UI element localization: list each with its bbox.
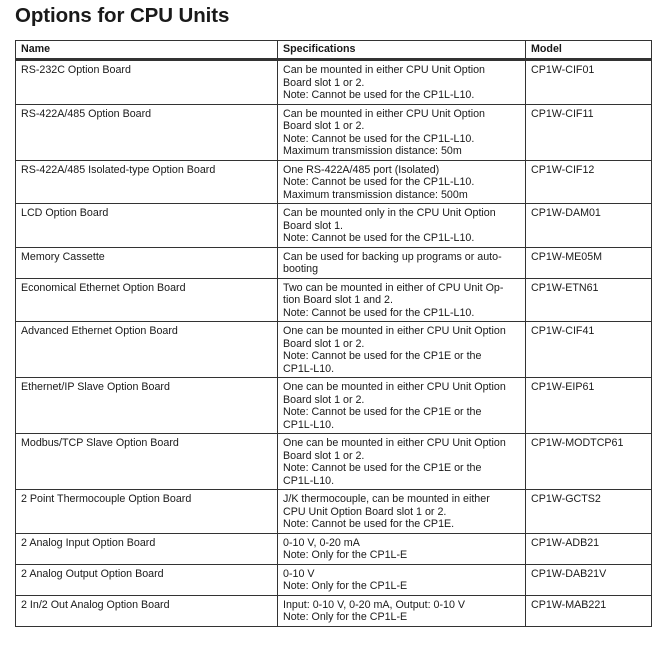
spec-line: Note: Only for the CP1L-E — [283, 580, 408, 592]
spec-line: One can be mounted in either CPU Unit Option — [283, 381, 506, 393]
option-model: CP1W-CIF41 — [526, 322, 652, 378]
table-row — [16, 490, 652, 534]
spec-line: Can be mounted only in the CPU Unit Option — [283, 207, 496, 219]
table-body — [16, 60, 652, 627]
option-name: Modbus/TCP Slave Option Board — [16, 434, 278, 490]
option-model: CP1W-ADB21 — [526, 533, 652, 564]
spec-line: Note: Cannot be used for the CP1L-L10. — [283, 176, 475, 188]
spec-line: CP1L-L10. — [283, 474, 335, 487]
table-header-row — [16, 41, 652, 60]
spec-line: One can be mounted in either CPU Unit Option — [283, 437, 506, 449]
option-specifications — [278, 378, 526, 434]
option-specifications — [278, 278, 526, 322]
spec-line: Two can be mounted in either of CPU Unit Op- — [283, 281, 504, 294]
option-model: CP1W-ETN61 — [526, 278, 652, 322]
option-specifications — [278, 564, 526, 595]
option-name: RS-232C Option Board — [16, 60, 278, 105]
column-header-model: Model — [526, 41, 652, 60]
spec-line: Note: Cannot be used for the CP1E or the — [283, 462, 482, 474]
option-specifications — [278, 247, 526, 278]
option-specifications — [278, 160, 526, 204]
option-model: CP1W-GCTS2 — [526, 490, 652, 534]
spec-line: Can be used for backing up programs or auto- — [283, 250, 502, 263]
option-specifications — [278, 595, 526, 626]
table-row — [16, 322, 652, 378]
option-model: CP1W-CIF01 — [526, 60, 652, 105]
table-row — [16, 434, 652, 490]
table-row — [16, 595, 652, 626]
option-name: RS-422A/485 Option Board — [16, 104, 278, 160]
option-specifications — [278, 104, 526, 160]
column-header-name: Name — [16, 41, 278, 60]
spec-line: Note: Cannot be used for the CP1L-L10. — [283, 89, 475, 101]
option-name: 2 Analog Output Option Board — [16, 564, 278, 595]
option-model: CP1W-CIF11 — [526, 104, 652, 160]
spec-line: tion Board slot 1 and 2. — [283, 294, 393, 306]
option-model: CP1W-MAB221 — [526, 595, 652, 626]
table-row — [16, 533, 652, 564]
spec-line: CPU Unit Option Board slot 1 or 2. — [283, 505, 447, 518]
spec-line: Board slot 1 or 2. — [283, 337, 365, 350]
option-model: CP1W-DAM01 — [526, 204, 652, 248]
spec-line: Note: Cannot be used for the CP1E. — [283, 518, 455, 530]
page-title: Options for CPU Units — [15, 4, 230, 27]
table-row — [16, 564, 652, 595]
spec-line: Board slot 1 or 2. — [283, 76, 365, 89]
option-name: Memory Cassette — [16, 247, 278, 278]
spec-line: Can be mounted in either CPU Unit Option — [283, 64, 485, 76]
spec-line: CP1L-L10. — [283, 418, 335, 431]
option-name: LCD Option Board — [16, 204, 278, 248]
option-specifications — [278, 322, 526, 378]
option-name: 2 In/2 Out Analog Option Board — [16, 595, 278, 626]
spec-line: Board slot 1 or 2. — [283, 393, 365, 406]
table-row — [16, 204, 652, 248]
option-model: CP1W-MODTCP61 — [526, 434, 652, 490]
spec-line: Note: Only for the CP1L-E — [283, 611, 408, 623]
option-name: Ethernet/IP Slave Option Board — [16, 378, 278, 434]
table-row — [16, 104, 652, 160]
spec-line: Note: Cannot be used for the CP1L-L10. — [283, 132, 475, 145]
spec-line: Note: Cannot be used for the CP1L-L10. — [283, 232, 475, 244]
option-name: 2 Analog Input Option Board — [16, 533, 278, 564]
table-row — [16, 60, 652, 105]
table-row — [16, 247, 652, 278]
spec-line: One RS-422A/485 port (Isolated) — [283, 163, 440, 176]
option-name: Economical Ethernet Option Board — [16, 278, 278, 322]
spec-line: Note: Cannot be used for the CP1E or the — [283, 350, 482, 362]
spec-line: Maximum transmission distance: 50m — [283, 145, 462, 157]
option-model: CP1W-ME05M — [526, 247, 652, 278]
option-specifications — [278, 490, 526, 534]
table-row — [16, 160, 652, 204]
spec-line: J/K thermocouple, can be mounted in either — [283, 493, 490, 505]
option-name: 2 Point Thermocouple Option Board — [16, 490, 278, 534]
spec-line: Maximum transmission distance: 500m — [283, 188, 468, 201]
spec-line: Input: 0-10 V, 0-20 mA, Output: 0-10 V — [283, 598, 465, 611]
spec-line: Can be mounted in either CPU Unit Option — [283, 107, 485, 120]
option-model: CP1W-EIP61 — [526, 378, 652, 434]
option-name: Advanced Ethernet Option Board — [16, 322, 278, 378]
table-row — [16, 278, 652, 322]
column-header-specifications: Specifications — [278, 41, 526, 60]
table-row — [16, 378, 652, 434]
spec-line: 0-10 V, 0-20 mA — [283, 536, 360, 549]
option-model: CP1W-DAB21V — [526, 564, 652, 595]
spec-line: Note: Only for the CP1L-E — [283, 549, 408, 561]
option-name: RS-422A/485 Isolated-type Option Board — [16, 160, 278, 204]
option-specifications — [278, 60, 526, 105]
option-specifications — [278, 204, 526, 248]
spec-line: booting — [283, 263, 319, 275]
option-model: CP1W-CIF12 — [526, 160, 652, 204]
spec-line: Board slot 1. — [283, 219, 344, 232]
spec-line: One can be mounted in either CPU Unit Option — [283, 325, 506, 337]
options-table — [15, 40, 652, 627]
spec-line: Note: Cannot be used for the CP1E or the — [283, 406, 482, 418]
option-specifications — [278, 533, 526, 564]
spec-line: Board slot 1 or 2. — [283, 449, 365, 462]
spec-line: Note: Cannot be used for the CP1L-L10. — [283, 306, 475, 319]
spec-line: CP1L-L10. — [283, 362, 335, 375]
spec-line: 0-10 V — [283, 567, 315, 580]
spec-line: Board slot 1 or 2. — [283, 120, 365, 132]
option-specifications — [278, 434, 526, 490]
